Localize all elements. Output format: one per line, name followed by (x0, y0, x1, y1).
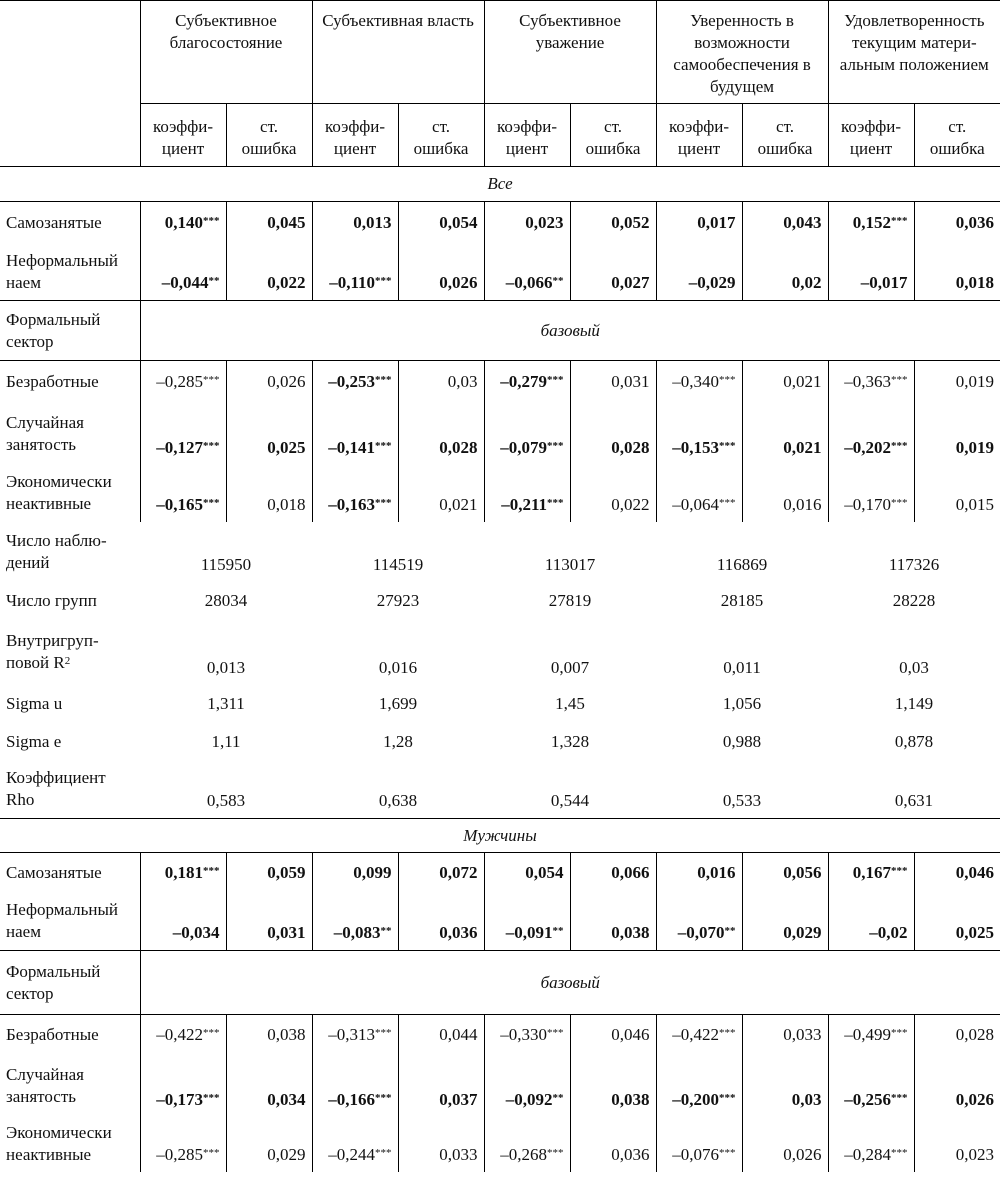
coef-cell: 0,054 (484, 853, 570, 893)
coef-cell: –0,256*** (828, 1055, 914, 1117)
se-cell: 0,054 (398, 202, 484, 244)
se-cell: 0,02 (742, 244, 828, 301)
se-cell: 0,022 (570, 465, 656, 522)
stat-value: 1,056 (722, 693, 762, 713)
se-cell: 0,036 (570, 1117, 656, 1172)
stat-value: 28185 (720, 590, 764, 610)
se-cell: 0,021 (742, 403, 828, 465)
coef-cell: –0,200*** (656, 1055, 742, 1117)
stat-row-r2 (0, 620, 1000, 685)
se-cell: 0,015 (914, 465, 1000, 522)
coef-row-unemployed (0, 361, 1000, 403)
coef-cell: –0,285*** (140, 1117, 226, 1172)
coef-row-inactive (0, 465, 1000, 522)
coef-cell: –0,091** (484, 893, 570, 951)
coef-cell: –0,163*** (312, 465, 398, 522)
stat-value: 0,631 (828, 761, 1000, 819)
group-header: Удовлетворенность текущим матери-альным положением (828, 1, 1000, 104)
coef-cell: –0,285*** (140, 361, 226, 403)
coef-header: коэффи-циент (656, 104, 742, 167)
se-cell: 0,03 (398, 361, 484, 403)
se-cell: 0,036 (398, 893, 484, 951)
coef-header: коэффи-циент (828, 104, 914, 167)
coef-cell: –0,141*** (312, 403, 398, 465)
se-header: ст. ошибка (398, 104, 484, 167)
stat-value: 116869 (716, 554, 768, 574)
coef-row-unemployed-men (0, 1015, 1000, 1055)
se-cell: 0,029 (742, 893, 828, 951)
se-cell: 0,021 (742, 361, 828, 403)
coef-row-informal (0, 244, 1000, 301)
stat-value: 0,878 (894, 731, 934, 751)
stat-value: 0,016 (378, 657, 418, 677)
header-corner (0, 1, 140, 104)
coef-cell: 0,099 (312, 853, 398, 893)
row-label: Экономически неактивные (6, 1123, 112, 1164)
coef-row-inactive-men (0, 1117, 1000, 1172)
se-cell: 0,016 (742, 465, 828, 522)
coef-row-random (0, 403, 1000, 465)
stat-value: 28034 (204, 590, 248, 610)
coef-row-informal-men (0, 893, 1000, 951)
row-label: Самозанятые (6, 212, 102, 232)
row-label: Sigma e (6, 731, 62, 751)
coef-cell: –0,284*** (828, 1117, 914, 1172)
stat-value: 114519 (372, 554, 424, 574)
coef-cell: –0,330*** (484, 1015, 570, 1055)
row-label: Безработные (6, 1024, 99, 1044)
se-cell: 0,026 (226, 361, 312, 403)
stat-value: 0,03 (899, 657, 929, 677)
se-cell: 0,056 (742, 853, 828, 893)
coef-header: коэффи-циент (312, 104, 398, 167)
se-cell: 0,059 (226, 853, 312, 893)
section-title: Все (0, 167, 1000, 202)
se-header: ст. ошибка (570, 104, 656, 167)
coef-row-self (0, 202, 1000, 244)
se-header: ст. ошибка (226, 104, 312, 167)
se-cell: 0,025 (914, 893, 1000, 951)
base-category-label: базовый (140, 301, 1000, 361)
coef-cell: 0,013 (312, 202, 398, 244)
coef-cell: –0,034 (140, 893, 226, 951)
se-cell: 0,019 (914, 361, 1000, 403)
coef-cell: –0,079*** (484, 403, 570, 465)
stat-value: 1,45 (555, 693, 585, 713)
stat-value: 28228 (892, 590, 936, 610)
stat-value: 1,328 (550, 731, 590, 751)
stat-value: 1,311 (207, 693, 245, 713)
coef-cell: –0,363*** (828, 361, 914, 403)
stat-value: 1,149 (894, 693, 934, 713)
se-cell: 0,066 (570, 853, 656, 893)
row-label: Sigma u (6, 693, 63, 713)
coef-header: коэффи-циент (140, 104, 226, 167)
stat-row-sigma-u (0, 685, 1000, 723)
group-header: Субъективное благосостояние (140, 1, 312, 104)
stat-value: 1,699 (378, 693, 418, 713)
se-cell: 0,036 (914, 202, 1000, 244)
coef-cell: –0,029 (656, 244, 742, 301)
coef-cell: –0,02 (828, 893, 914, 951)
row-label: Неформальный наем (0, 893, 140, 951)
se-cell: 0,03 (742, 1055, 828, 1117)
se-cell: 0,045 (226, 202, 312, 244)
coef-cell: –0,422*** (656, 1015, 742, 1055)
coef-header: коэффи-циент (484, 104, 570, 167)
se-cell: 0,026 (398, 244, 484, 301)
stat-row-nobs (0, 522, 1000, 582)
coef-cell: –0,279*** (484, 361, 570, 403)
se-cell: 0,018 (914, 244, 1000, 301)
coef-cell: –0,165*** (140, 465, 226, 522)
stat-row-sigma-e (0, 723, 1000, 761)
coef-cell: –0,253*** (312, 361, 398, 403)
se-cell: 0,052 (570, 202, 656, 244)
stat-value: 115950 (200, 554, 252, 574)
row-label: Случайная занятость (6, 1064, 84, 1106)
coef-cell: –0,211*** (484, 465, 570, 522)
coef-cell: –0,173*** (140, 1055, 226, 1117)
row-label: Число наблю- дений (6, 530, 107, 572)
group-header: Субъективное уважение (484, 1, 656, 104)
se-cell: 0,018 (226, 465, 312, 522)
row-label: Самозанятые (6, 862, 102, 882)
coef-cell: 0,017 (656, 202, 742, 244)
coef-row-self-men (0, 853, 1000, 893)
stat-value: 0,007 (550, 657, 590, 677)
row-label: Формальный сектор (0, 301, 140, 361)
row-label: Экономически неактивные (6, 472, 112, 513)
se-cell: 0,026 (742, 1117, 828, 1172)
se-cell: 0,027 (570, 244, 656, 301)
coef-cell: 0,167*** (828, 853, 914, 893)
se-cell: 0,038 (570, 893, 656, 951)
stat-value: 0,638 (312, 761, 484, 819)
se-cell: 0,031 (570, 361, 656, 403)
header-corner-bottom (0, 104, 140, 167)
coef-cell: 0,140*** (140, 202, 226, 244)
row-label: Внутригруп- повой $R^2$ (6, 631, 99, 672)
coef-cell: –0,499*** (828, 1015, 914, 1055)
stat-value: 0,533 (656, 761, 828, 819)
se-cell: 0,038 (226, 1015, 312, 1055)
coef-cell: –0,083** (312, 893, 398, 951)
stat-value: 0,013 (206, 657, 246, 677)
coef-cell: –0,066** (484, 244, 570, 301)
stat-value: 1,28 (383, 731, 413, 751)
section-row-men (0, 819, 1000, 853)
coef-cell: –0,268*** (484, 1117, 570, 1172)
coef-cell: 0,023 (484, 202, 570, 244)
row-label: Безработные (6, 371, 99, 391)
coef-cell: –0,092** (484, 1055, 570, 1117)
coef-cell: –0,076*** (656, 1117, 742, 1172)
stat-value: 1,11 (211, 731, 241, 751)
se-header: ст. ошибка (742, 104, 828, 167)
coef-cell: 0,152*** (828, 202, 914, 244)
coef-cell: 0,016 (656, 853, 742, 893)
coef-cell: –0,166*** (312, 1055, 398, 1117)
se-cell: 0,046 (570, 1015, 656, 1055)
section-title: Мужчины (0, 819, 1000, 853)
se-cell: 0,021 (398, 465, 484, 522)
header-groups-row (0, 1, 1000, 104)
se-cell: 0,026 (914, 1055, 1000, 1117)
se-header: ст. ошибка (914, 104, 1000, 167)
coef-cell: –0,064*** (656, 465, 742, 522)
se-cell: 0,029 (226, 1117, 312, 1172)
se-cell: 0,038 (570, 1055, 656, 1117)
se-cell: 0,023 (914, 1117, 1000, 1172)
stat-value: 117326 (888, 554, 940, 574)
coef-cell: –0,044** (140, 244, 226, 301)
stat-value: 113017 (544, 554, 596, 574)
se-cell: 0,044 (398, 1015, 484, 1055)
row-label: Число групп (6, 590, 97, 610)
stat-value: 0,988 (722, 731, 762, 751)
row-label: Случайная занятость (6, 412, 84, 454)
stat-row-rho (0, 761, 1000, 819)
se-cell: 0,033 (742, 1015, 828, 1055)
coef-cell: –0,017 (828, 244, 914, 301)
se-cell: 0,037 (398, 1055, 484, 1117)
stat-row-ngroups (0, 582, 1000, 620)
coef-cell: –0,070** (656, 893, 742, 951)
se-cell: 0,031 (226, 893, 312, 951)
coef-cell: –0,170*** (828, 465, 914, 522)
coef-cell: –0,422*** (140, 1015, 226, 1055)
base-category-label: базовый (140, 951, 1000, 1015)
se-cell: 0,072 (398, 853, 484, 893)
coef-row-random-men (0, 1055, 1000, 1117)
group-header: Субъективная власть (312, 1, 484, 104)
header-sub-row (0, 104, 1000, 167)
se-cell: 0,025 (226, 403, 312, 465)
group-header: Уверенность в возможности самообеспечения в будущем (656, 1, 828, 104)
base-row-formal (0, 301, 1000, 361)
coef-cell: –0,202*** (828, 403, 914, 465)
se-cell: 0,022 (226, 244, 312, 301)
se-cell: 0,034 (226, 1055, 312, 1117)
row-label: Неформальный наем (0, 244, 140, 301)
se-cell: 0,043 (742, 202, 828, 244)
se-cell: 0,046 (914, 853, 1000, 893)
coef-cell: 0,181*** (140, 853, 226, 893)
se-cell: 0,028 (398, 403, 484, 465)
coef-cell: –0,340*** (656, 361, 742, 403)
coef-cell: –0,153*** (656, 403, 742, 465)
coef-cell: –0,127*** (140, 403, 226, 465)
se-cell: 0,028 (914, 1015, 1000, 1055)
coef-cell: –0,110*** (312, 244, 398, 301)
stat-value: 0,544 (484, 761, 656, 819)
row-label: Формальный сектор (0, 951, 140, 1015)
section-row-all (0, 167, 1000, 202)
stat-value: 27819 (548, 590, 592, 610)
se-cell: 0,028 (570, 403, 656, 465)
coef-cell: –0,244*** (312, 1117, 398, 1172)
coef-cell: –0,313*** (312, 1015, 398, 1055)
stat-value: 27923 (376, 590, 420, 610)
stat-value: 0,011 (723, 657, 761, 677)
se-cell: 0,033 (398, 1117, 484, 1172)
row-label: Коэффициент Rho (0, 761, 140, 819)
se-cell: 0,019 (914, 403, 1000, 465)
stat-value: 0,583 (140, 761, 312, 819)
base-row-formal-men (0, 951, 1000, 1015)
